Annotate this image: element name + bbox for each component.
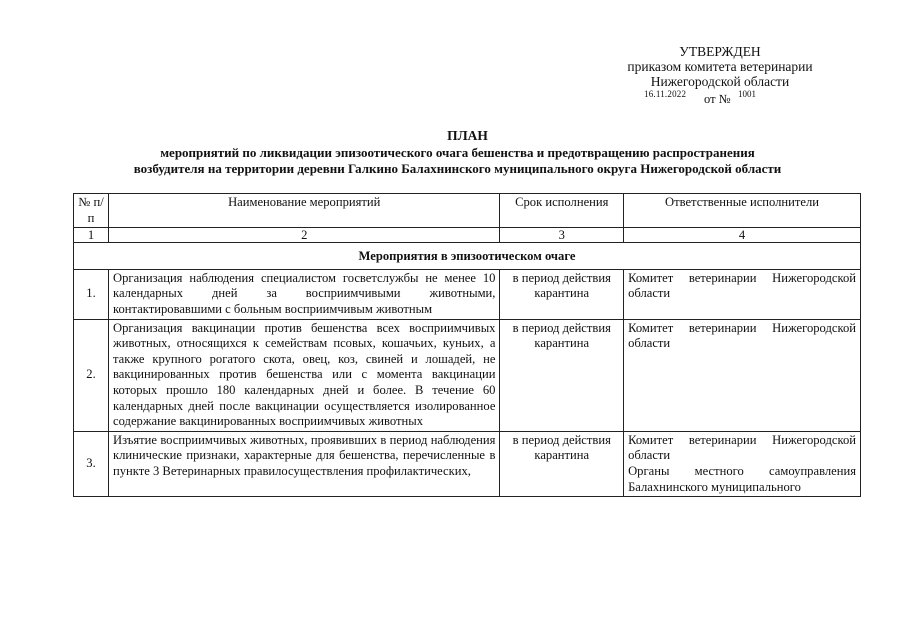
approval-line1: приказом комитета ветеринарии bbox=[627, 59, 813, 74]
row-number: 2. bbox=[74, 319, 109, 431]
table-header-row bbox=[74, 194, 861, 228]
plan-table bbox=[73, 193, 861, 497]
executor: Комитет ветеринарии Нижегородской области bbox=[628, 270, 856, 301]
index-cell: 2 bbox=[109, 228, 500, 243]
table-row bbox=[74, 319, 861, 431]
row-name: Изъятие восприимчивых животных, проявивших в период наблюдения клинические признаки, характерные для бешенства, перечисленные в пункте 3 Ветеринарных правилосуществления профилактических, bbox=[109, 431, 500, 496]
table-row bbox=[74, 431, 861, 496]
plan-subtitle-1: мероприятий по ликвидации эпизоотического очага бешенства и предотвращению распространения bbox=[160, 144, 755, 160]
approval-line2: Нижегородской области bbox=[650, 74, 790, 89]
row-number: 3. bbox=[74, 431, 109, 496]
row-executors bbox=[624, 319, 861, 431]
header-name: Наименование мероприятий bbox=[109, 194, 500, 228]
row-term: в период действия карантина bbox=[500, 319, 624, 431]
section-title: Мероприятия в эпизоотическом очаге bbox=[74, 243, 861, 270]
index-cell: 3 bbox=[500, 228, 624, 243]
approval-from-label: от № bbox=[704, 92, 731, 106]
approval-number: 1001 bbox=[738, 89, 756, 99]
approval-date-line bbox=[600, 89, 840, 105]
approval-date: 16.11.2022 bbox=[644, 89, 687, 99]
executor: Комитет ветеринарии Нижегородской области bbox=[628, 320, 856, 351]
row-term: в период действия карантина bbox=[500, 431, 624, 496]
row-term: в период действия карантина bbox=[500, 269, 624, 319]
header-executors: Ответственные исполнители bbox=[624, 194, 861, 228]
executor: Органы местного самоуправления Балахнинского муниципального bbox=[628, 463, 856, 494]
row-executors bbox=[624, 269, 861, 319]
header-term: Срок исполнения bbox=[500, 194, 624, 228]
row-executors bbox=[624, 431, 861, 496]
plan-heading: ПЛАН bbox=[447, 128, 488, 143]
plan-subtitle-2: возбудителя на территории деревни Галкино Балахнинского муниципального округа Нижегородской области bbox=[133, 161, 782, 176]
index-cell: 4 bbox=[624, 228, 861, 243]
executor: Комитет ветеринарии Нижегородской области bbox=[628, 432, 856, 463]
approval-block bbox=[600, 44, 840, 105]
document-title bbox=[0, 128, 905, 178]
section-row bbox=[74, 243, 861, 270]
row-name: Организация наблюдения специалистом госветслужбы не менее 10 календарных дней за восприимчивыми животными, контактировавшими с больным восприимчивым животным bbox=[109, 269, 500, 319]
table-row bbox=[74, 269, 861, 319]
row-number: 1. bbox=[74, 269, 109, 319]
header-num: № п/п bbox=[74, 194, 109, 228]
table-index-row bbox=[74, 228, 861, 243]
row-name: Организация вакцинации против бешенства всех восприимчивых животных, относящихся к семействам псовых, кошачьих, куньих, а также крупного рогатого скота, овец, коз, свиней и лошадей, не вакцинированных против бешенства или с момента вакцинации которых прошло 180 календарных дней и более. В течение 60 календарных дней после вакцинации осуществляется изолированное содержание вакцинированных восприимчивых животных bbox=[109, 319, 500, 431]
approval-heading: УТВЕРЖДЕН bbox=[679, 44, 761, 59]
index-cell: 1 bbox=[74, 228, 109, 243]
